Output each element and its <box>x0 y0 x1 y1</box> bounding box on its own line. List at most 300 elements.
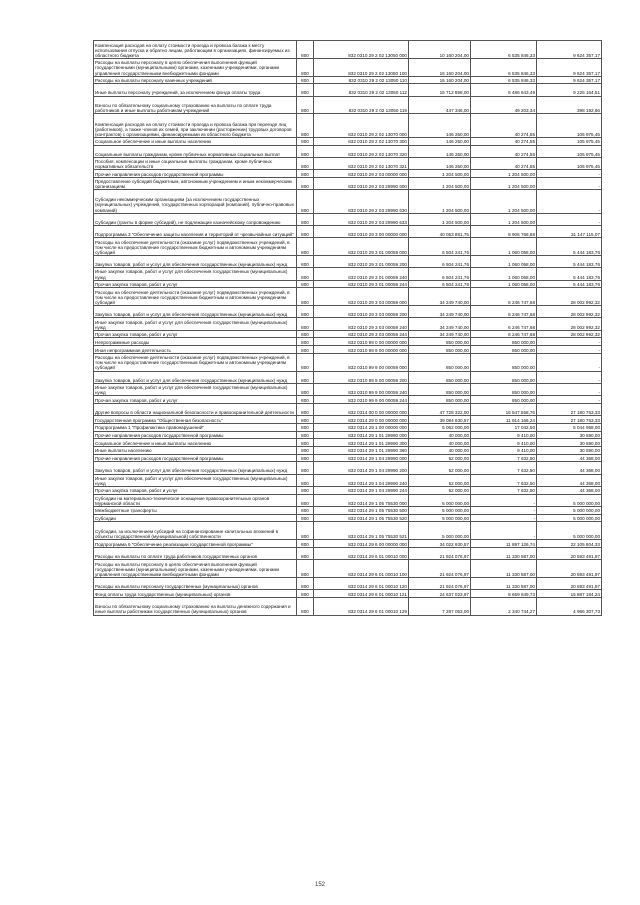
table-row <box>94 76 602 84</box>
row-admin-code: 800 <box>297 547 314 559</box>
row-description: Предоставление субсидий бюджетным, автономным учреждениям и иным некоммерческим организациям <box>94 177 297 189</box>
row-executed-amount: 7 632,50 <box>471 474 537 486</box>
row-remaining-amount: 44 368,00 <box>537 486 602 494</box>
row-description: Компенсация расходов на оплату стоимости проезда и провоза багажа при переезде лиц (работников), а также членов их семей, при заключении (расторжении) трудовых договоров (контрактов) с организациями, финансируемыми из областного бюджета <box>94 114 297 138</box>
row-planned-amount: 1 204 500,00 <box>409 213 471 225</box>
row-executed-amount: 40 274,55 <box>471 137 537 145</box>
row-budget-code: 832 0310 29 2 02 13070 321 <box>314 157 409 169</box>
table-row <box>94 157 602 169</box>
row-executed-amount: 850 000,00 <box>471 371 537 383</box>
row-budget-code: 832 0310 29 2 03 29990 630 <box>314 190 409 214</box>
row-remaining-amount: 28 002 992,32 <box>537 330 602 338</box>
row-admin-code: 800 <box>297 514 314 522</box>
row-remaining-amount: 5 000 000,00 <box>537 514 602 522</box>
row-planned-amount: 850 000,00 <box>409 396 471 404</box>
row-description: Расходы на обеспечение деятельности (оказание услуг) подведомственных учреждений, в том числе на предоставление государственным бюджетным и автономным учреждениям субсидий <box>94 288 297 306</box>
row-description: Прочие направления расходов государственной программы <box>94 431 297 439</box>
row-budget-code: 832 0314 29 1 04 29990 240 <box>314 474 409 486</box>
table-row <box>94 383 602 395</box>
row-remaining-amount: 5 444 183,76 <box>537 280 602 288</box>
row-remaining-amount: 5 000 000,00 <box>537 506 602 514</box>
table-body <box>94 41 602 616</box>
row-remaining-amount: 30 590,00 <box>537 439 602 447</box>
table-row <box>94 256 602 268</box>
row-admin-code: 800 <box>297 41 314 59</box>
row-planned-amount: 6 504 241,76 <box>409 256 471 268</box>
row-executed-amount: 9 410,00 <box>471 439 537 447</box>
row-planned-amount: 52 000,00 <box>409 454 471 462</box>
row-remaining-amount: - <box>537 338 602 346</box>
row-budget-code: 832 0314 29 1 05 75530 000 <box>314 494 409 506</box>
row-budget-code: 832 0310 99 9 00 00059 244 <box>314 396 409 404</box>
row-remaining-amount: 9 624 357,17 <box>537 41 602 59</box>
row-admin-code: 800 <box>297 170 314 178</box>
table-row <box>94 213 602 225</box>
row-description: Непрограммные расходы <box>94 338 297 346</box>
table-row <box>94 330 602 338</box>
table-row <box>94 58 602 76</box>
row-budget-code: 832 0314 29 1 05 75530 520 <box>314 514 409 522</box>
row-executed-amount: 16 547 558,76 <box>471 403 537 415</box>
row-planned-amount: 146 250,00 <box>409 114 471 138</box>
row-planned-amount: 40 000,00 <box>409 431 471 439</box>
row-budget-code: 832 0314 29 6 01 00010 121 <box>314 590 409 598</box>
row-admin-code: 800 <box>297 540 314 548</box>
row-executed-amount: 11 330 587,00 <box>471 547 537 559</box>
row-admin-code: 800 <box>297 318 314 330</box>
row-executed-amount: 7 632,50 <box>471 486 537 494</box>
row-executed-amount: 8 659 849,73 <box>471 590 537 598</box>
row-remaining-amount: 5 444 183,76 <box>537 238 602 256</box>
row-budget-code: 832 0310 99 0 00 00000 000 <box>314 338 409 346</box>
row-remaining-amount: 28 002 992,32 <box>537 288 602 306</box>
row-admin-code: 800 <box>297 577 314 589</box>
row-admin-code: 800 <box>297 423 314 431</box>
row-admin-code: 800 <box>297 474 314 486</box>
row-description: Прочая закупка товаров, работ и услуг <box>94 330 297 338</box>
row-description: Прочие направления расходов государственной программы <box>94 454 297 462</box>
row-planned-amount: 21 924 076,97 <box>409 577 471 589</box>
row-remaining-amount: 105 975,45 <box>537 137 602 145</box>
row-budget-code: 832 0310 29 2 02 13050 100 <box>314 58 409 76</box>
row-planned-amount: 5 062 000,00 <box>409 423 471 431</box>
row-planned-amount: 447 346,00 <box>409 96 471 114</box>
table-row <box>94 306 602 318</box>
row-executed-amount: - <box>471 522 537 540</box>
row-description: Расходы на выплаты персоналу в целях обеспечения выполнения функций государственными (муниципальными) органами, казенными учреждениями, органами управления государственными внебюджетными фондами <box>94 560 297 578</box>
row-executed-amount: 9 410,00 <box>471 446 537 454</box>
row-admin-code: 800 <box>297 416 314 424</box>
row-budget-code: 832 0314 29 1 04 29990 200 <box>314 462 409 474</box>
row-executed-amount: 7 632,50 <box>471 462 537 474</box>
row-description: Расходы на выплаты по оплате труда работников государственных органов <box>94 547 297 559</box>
row-budget-code: 832 0310 29 2 02 13050 119 <box>314 96 409 114</box>
row-admin-code: 800 <box>297 446 314 454</box>
row-description: Подпрограмма 6 "Обеспечение реализации государственной программы" <box>94 540 297 548</box>
table-row <box>94 423 602 431</box>
row-planned-amount: 15 712 858,00 <box>409 84 471 96</box>
row-admin-code: 800 <box>297 338 314 346</box>
row-remaining-amount: - <box>537 353 602 371</box>
row-planned-amount: 34 249 740,00 <box>409 306 471 318</box>
row-description: Прочая закупка товаров, работ и услуг <box>94 486 297 494</box>
row-description: Расходы на обеспечение деятельности (оказание услуг) подведомственных учреждений, в том числе на предоставление государственным бюджетным и автономным учреждениям субсидий <box>94 353 297 371</box>
row-remaining-amount: 105 975,45 <box>537 114 602 138</box>
row-description: Государственная программа "Общественная безопасность" <box>94 416 297 424</box>
row-budget-code: 832 0314 29 6 01 00010 120 <box>314 577 409 589</box>
row-description: Социальные выплаты гражданам, кроме публичных нормативных социальных выплат <box>94 145 297 157</box>
row-planned-amount: 1 204 500,00 <box>409 190 471 214</box>
table-row <box>94 597 602 615</box>
table-row <box>94 41 602 59</box>
row-executed-amount: - <box>471 514 537 522</box>
row-admin-code: 800 <box>297 590 314 598</box>
row-description: Другие вопросы в области национальной безопасности и правоохранительной деятельности <box>94 403 297 415</box>
row-planned-amount: 52 000,00 <box>409 462 471 474</box>
row-executed-amount: 40 274,55 <box>471 114 537 138</box>
row-executed-amount: 11 897 126,74 <box>471 540 537 548</box>
row-executed-amount: 6 246 747,68 <box>471 288 537 306</box>
row-planned-amount: 40 053 881,75 <box>409 225 471 237</box>
row-description: Прочая закупка товаров, работ и услуг <box>94 396 297 404</box>
row-remaining-amount: 5 444 183,76 <box>537 268 602 280</box>
row-description: Иные закупки товаров, работ и услуг для обеспечения государственных (муниципальных) нужд <box>94 474 297 486</box>
row-planned-amount: 850 000,00 <box>409 346 471 354</box>
row-executed-amount: - <box>471 494 537 506</box>
row-admin-code: 800 <box>297 486 314 494</box>
table-row <box>94 486 602 494</box>
table-row <box>94 462 602 474</box>
row-description: Иная непрограммная деятельность <box>94 346 297 354</box>
row-remaining-amount: 9 226 164,51 <box>537 84 602 96</box>
row-executed-amount: 1 204 500,00 <box>471 213 537 225</box>
row-executed-amount: 6 535 846,33 <box>471 58 537 76</box>
row-admin-code: 800 <box>297 353 314 371</box>
row-executed-amount: 7 632,50 <box>471 454 537 462</box>
table-row <box>94 190 602 214</box>
row-admin-code: 800 <box>297 560 314 578</box>
row-budget-code: 832 0310 29 2 02 13050 112 <box>314 84 409 96</box>
row-admin-code: 800 <box>297 330 314 338</box>
row-admin-code: 800 <box>297 396 314 404</box>
row-budget-code: 832 0310 99 9 00 00059 000 <box>314 353 409 371</box>
table-row <box>94 177 602 189</box>
row-budget-code: 832 0314 29 1 04 29990 000 <box>314 454 409 462</box>
row-admin-code: 800 <box>297 114 314 138</box>
row-executed-amount: 11 914 166,24 <box>471 416 537 424</box>
row-budget-code: 832 0314 29 0 00 00000 000 <box>314 416 409 424</box>
row-admin-code: 800 <box>297 346 314 354</box>
row-planned-amount: 21 924 076,97 <box>409 547 471 559</box>
row-remaining-amount: 5 000 000,00 <box>537 494 602 506</box>
row-executed-amount: 40 274,55 <box>471 145 537 157</box>
table-row <box>94 416 602 424</box>
row-budget-code: 832 0310 29 2 03 29990 633 <box>314 213 409 225</box>
row-budget-code: 832 0310 29 3 03 00059 240 <box>314 318 409 330</box>
budget-table <box>93 40 601 616</box>
row-remaining-amount: 9 624 357,17 <box>537 58 602 76</box>
table-row <box>94 96 602 114</box>
budget-report-table <box>93 40 602 616</box>
row-remaining-amount: 28 002 992,32 <box>537 318 602 330</box>
row-admin-code: 800 <box>297 177 314 189</box>
row-planned-amount: 34 249 740,00 <box>409 318 471 330</box>
table-row <box>94 318 602 330</box>
row-admin-code: 800 <box>297 225 314 237</box>
row-remaining-amount: 20 593 491,97 <box>537 547 602 559</box>
page-number: 152 <box>314 882 325 888</box>
row-executed-amount: 6 246 747,68 <box>471 330 537 338</box>
table-row <box>94 114 602 138</box>
row-description: Закупка товаров, работ и услуг для обеспечения государственных (муниципальных) нужд <box>94 306 297 318</box>
row-remaining-amount: - <box>537 396 602 404</box>
row-description: Взносы по обязательному социальному страхованию на выплаты по оплате труда работников и иные выплаты работникам учреждений <box>94 96 297 114</box>
row-remaining-amount: 4 966 307,73 <box>537 597 602 615</box>
row-admin-code: 800 <box>297 238 314 256</box>
row-description: Компенсация расходов на оплату стоимости проезда и провоза багажа к месту использования отпуска и обратно лицам, работающим в организациях, финансируемых из областного бюджета <box>94 41 297 59</box>
table-row <box>94 514 602 522</box>
row-executed-amount: 1 060 058,00 <box>471 280 537 288</box>
row-planned-amount: 6 504 241,76 <box>409 238 471 256</box>
row-executed-amount: 1 060 058,00 <box>471 268 537 280</box>
table-row <box>94 84 602 96</box>
row-admin-code: 800 <box>297 145 314 157</box>
row-description: Межбюджетные трансферты <box>94 506 297 514</box>
table-row <box>94 280 602 288</box>
row-planned-amount: 1 204 500,00 <box>409 177 471 189</box>
row-remaining-amount: - <box>537 170 602 178</box>
row-executed-amount: 850 000,00 <box>471 338 537 346</box>
row-budget-code: 832 0310 29 2 02 13050 110 <box>314 76 409 84</box>
row-planned-amount: 24 637 023,97 <box>409 590 471 598</box>
row-planned-amount: 5 000 000,00 <box>409 506 471 514</box>
row-executed-amount: 17 042,50 <box>471 423 537 431</box>
row-description: Субсидии <box>94 514 297 522</box>
row-planned-amount: 146 250,00 <box>409 137 471 145</box>
row-planned-amount: 850 000,00 <box>409 371 471 383</box>
row-budget-code: 832 0314 29 6 00 00000 000 <box>314 540 409 548</box>
row-remaining-amount: 398 192,66 <box>537 96 602 114</box>
row-budget-code: 832 0310 29 3 03 00059 244 <box>314 330 409 338</box>
table-row <box>94 446 602 454</box>
row-budget-code: 832 0314 29 6 01 00010 129 <box>314 597 409 615</box>
table-row <box>94 346 602 354</box>
row-planned-amount: 5 000 000,00 <box>409 514 471 522</box>
row-budget-code: 832 0314 29 6 01 00010 000 <box>314 547 409 559</box>
row-planned-amount: 6 504 241,76 <box>409 280 471 288</box>
row-remaining-amount: 31 147 115,07 <box>537 225 602 237</box>
row-budget-code: 832 0310 99 9 00 00059 200 <box>314 371 409 383</box>
row-planned-amount: 850 000,00 <box>409 353 471 371</box>
row-budget-code: 832 0310 29 2 02 13070 000 <box>314 114 409 138</box>
row-planned-amount: 850 000,00 <box>409 338 471 346</box>
row-executed-amount: 850 000,00 <box>471 383 537 395</box>
row-executed-amount: 850 000,00 <box>471 346 537 354</box>
row-executed-amount: 850 000,00 <box>471 353 537 371</box>
table-row <box>94 431 602 439</box>
row-remaining-amount: 5 444 183,76 <box>537 256 602 268</box>
row-budget-code: 832 0314 00 0 00 00000 000 <box>314 403 409 415</box>
row-executed-amount: 49 203,34 <box>471 96 537 114</box>
table-row <box>94 170 602 178</box>
row-remaining-amount: 22 105 804,33 <box>537 540 602 548</box>
table-row <box>94 268 602 280</box>
row-admin-code: 800 <box>297 96 314 114</box>
row-planned-amount: 16 160 204,00 <box>409 76 471 84</box>
row-description: Иные закупки товаров, работ и услуг для обеспечения государственных (муниципальных) нужд <box>94 318 297 330</box>
row-remaining-amount: 30 590,00 <box>537 431 602 439</box>
row-description: Закупка товаров, работ и услуг для обеспечения государственных (муниципальных) нужд <box>94 256 297 268</box>
row-admin-code: 800 <box>297 76 314 84</box>
row-budget-code: 832 0314 29 1 05 75530 521 <box>314 522 409 540</box>
row-executed-amount: 2 340 744,27 <box>471 597 537 615</box>
row-remaining-amount: 5 000 000,00 <box>537 522 602 540</box>
row-remaining-amount: - <box>537 371 602 383</box>
row-admin-code: 800 <box>297 288 314 306</box>
row-planned-amount: 10 160 204,00 <box>409 41 471 59</box>
row-description: Подпрограмма 1 "Профилактика правонарушений" <box>94 423 297 431</box>
row-description: Подпрограмма 3 "Обеспечение защиты населения и территорий от чрезвычайных ситуаций" <box>94 225 297 237</box>
row-planned-amount: 7 287 053,00 <box>409 597 471 615</box>
table-row <box>94 454 602 462</box>
table-row <box>94 137 602 145</box>
table-row <box>94 547 602 559</box>
row-executed-amount: 6 486 643,49 <box>471 84 537 96</box>
table-row <box>94 560 602 578</box>
row-admin-code: 800 <box>297 58 314 76</box>
table-row <box>94 145 602 157</box>
row-description: Социальное обеспечение и иные выплаты населению <box>94 439 297 447</box>
table-row <box>94 288 602 306</box>
row-executed-amount: 1 204 500,00 <box>471 170 537 178</box>
row-planned-amount: 39 084 930,57 <box>409 416 471 424</box>
row-admin-code: 800 <box>297 403 314 415</box>
table-row <box>94 577 602 589</box>
row-budget-code: 832 0314 29 1 01 29990 000 <box>314 431 409 439</box>
row-remaining-amount: 30 590,00 <box>537 446 602 454</box>
row-description: Иные закупки товаров, работ и услуг для обеспечения государственных (муниципальных) нужд <box>94 268 297 280</box>
row-remaining-amount: 27 180 763,33 <box>537 403 602 415</box>
row-description: Субсидии (гранты в форме субсидий), не подлежащие казначейскому сопровождению <box>94 213 297 225</box>
row-description: Расходы на выплаты персоналу государственных (муниципальных) органов <box>94 577 297 589</box>
row-planned-amount: 5 000 000,00 <box>409 522 471 540</box>
row-executed-amount: 11 330 587,00 <box>471 577 537 589</box>
table-row <box>94 403 602 415</box>
row-executed-amount: 850 000,00 <box>471 396 537 404</box>
row-remaining-amount: 44 368,00 <box>537 454 602 462</box>
row-budget-code: 832 0310 29 3 00 00000 000 <box>314 225 409 237</box>
table-row <box>94 474 602 486</box>
row-planned-amount: 16 160 204,00 <box>409 58 471 76</box>
row-remaining-amount: 44 368,00 <box>537 462 602 474</box>
row-budget-code: 832 0310 29 2 03 00000 000 <box>314 170 409 178</box>
row-remaining-amount: - <box>537 177 602 189</box>
row-budget-code: 832 0310 29 2 02 13050 000 <box>314 41 409 59</box>
row-description: Иные выплаты персоналу учреждений, за исключением фонда оплаты труда <box>94 84 297 96</box>
row-admin-code: 800 <box>297 213 314 225</box>
row-planned-amount: 146 250,00 <box>409 157 471 169</box>
table-row <box>94 540 602 548</box>
row-remaining-amount: 15 887 184,24 <box>537 590 602 598</box>
row-executed-amount: 1 204 500,00 <box>471 177 537 189</box>
row-admin-code: 800 <box>297 454 314 462</box>
row-admin-code: 800 <box>297 268 314 280</box>
row-admin-code: 800 <box>297 462 314 474</box>
row-budget-code: 832 0314 29 1 01 29990 300 <box>314 439 409 447</box>
row-budget-code: 832 0314 29 1 01 29990 360 <box>314 446 409 454</box>
row-description: Иные закупки товаров, работ и услуг для обеспечения государственных (муниципальных) нужд <box>94 383 297 395</box>
row-planned-amount: 47 728 322,00 <box>409 403 471 415</box>
row-remaining-amount: 9 624 357,17 <box>537 76 602 84</box>
row-planned-amount: 21 924 076,97 <box>409 560 471 578</box>
row-planned-amount: 850 000,00 <box>409 383 471 395</box>
table-row <box>94 238 602 256</box>
row-admin-code: 800 <box>297 306 314 318</box>
row-budget-code: 832 0310 29 2 02 13070 320 <box>314 145 409 157</box>
row-executed-amount: 9 410,00 <box>471 431 537 439</box>
row-budget-code: 832 0310 29 3 01 00059 200 <box>314 256 409 268</box>
row-planned-amount: 40 000,00 <box>409 446 471 454</box>
row-description: Социальное обеспечение и иные выплаты населению <box>94 137 297 145</box>
row-admin-code: 800 <box>297 522 314 540</box>
row-description: Прочие направления расходов государственной программы <box>94 170 297 178</box>
row-description: Субсидии некоммерческим организациям (за исключением государственных (муниципальных) учреждений, государственных корпораций (компаний), публично-правовых компаний) <box>94 190 297 214</box>
row-budget-code: 832 0310 99 9 00 00000 000 <box>314 346 409 354</box>
row-description: Иные выплаты населению <box>94 446 297 454</box>
table-row <box>94 439 602 447</box>
row-executed-amount: 8 906 766,68 <box>471 225 537 237</box>
row-description: Субсидии, за исключением субсидий на софинансирование капитальных вложений в объекты государственной (муниципальной) собственности <box>94 522 297 540</box>
row-remaining-amount: - <box>537 213 602 225</box>
row-planned-amount: 34 249 740,00 <box>409 330 471 338</box>
row-executed-amount: 11 330 587,00 <box>471 560 537 578</box>
row-planned-amount: 40 000,00 <box>409 439 471 447</box>
row-description: Расходы на обеспечение деятельности (оказание услуг) подведомственных учреждений, в том числе на предоставление государственным бюджетным и автономным учреждениям субсидий <box>94 238 297 256</box>
row-remaining-amount: 5 044 958,00 <box>537 423 602 431</box>
row-description: Закупка товаров, работ и услуг для обеспечения государственных (муниципальных) нужд <box>94 462 297 474</box>
table-row <box>94 353 602 371</box>
row-budget-code: 832 0314 29 1 04 29990 244 <box>314 486 409 494</box>
table-row <box>94 506 602 514</box>
row-planned-amount: 1 204 500,00 <box>409 170 471 178</box>
row-admin-code: 800 <box>297 256 314 268</box>
row-remaining-amount: - <box>537 383 602 395</box>
table-row <box>94 522 602 540</box>
row-remaining-amount: 105 975,45 <box>537 145 602 157</box>
row-executed-amount: 6 246 747,68 <box>471 318 537 330</box>
row-executed-amount: 1 204 500,00 <box>471 190 537 214</box>
row-budget-code: 832 0314 29 1 00 00000 000 <box>314 423 409 431</box>
row-description: Расходы на выплаты персоналу в целях обеспечения выполнения функций государственными (муниципальными) органами, казенными учреждениями, органами управления государственными внебюджетными фондами <box>94 58 297 76</box>
row-description: Прочая закупка товаров, работ и услуг <box>94 280 297 288</box>
row-planned-amount: 52 000,00 <box>409 474 471 486</box>
row-executed-amount: 6 535 846,33 <box>471 76 537 84</box>
table-row <box>94 338 602 346</box>
row-planned-amount: 6 504 241,76 <box>409 268 471 280</box>
row-planned-amount: 5 000 000,00 <box>409 494 471 506</box>
row-admin-code: 800 <box>297 157 314 169</box>
table-row <box>94 371 602 383</box>
row-budget-code: 832 0310 29 3 01 00059 000 <box>314 238 409 256</box>
row-admin-code: 800 <box>297 383 314 395</box>
row-budget-code: 832 0310 29 3 03 00059 000 <box>314 288 409 306</box>
row-remaining-amount: 44 368,00 <box>537 474 602 486</box>
row-admin-code: 800 <box>297 494 314 506</box>
row-admin-code: 800 <box>297 190 314 214</box>
row-executed-amount: 40 274,55 <box>471 157 537 169</box>
row-executed-amount: 6 535 846,33 <box>471 41 537 59</box>
row-budget-code: 832 0310 99 9 00 00059 240 <box>314 383 409 395</box>
